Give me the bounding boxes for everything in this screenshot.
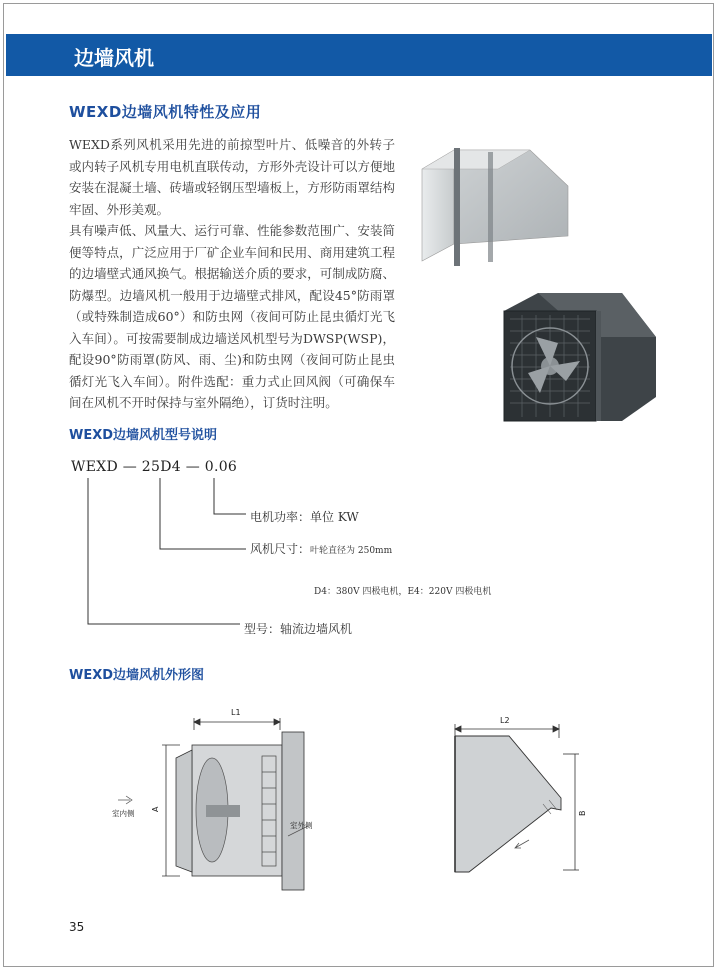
model-code: WEXD — 25D4 — 0.06 (71, 459, 238, 475)
annotation-power: 电机功率：单位 KW (250, 510, 359, 524)
outline-drawing-section (110, 700, 320, 895)
paragraph-intro: WEXD系列风机采用先进的前掠型叶片、低噪音的外转子或内转子风机专用电机直联传动，方形外壳设计可以方便地安装在混凝土墙、砖墙或轻钢压型墙板上，方形防雨罩结构牢固、外形美观。 (69, 137, 395, 217)
annotation-size-detail: 叶轮直径为 250mm (310, 546, 393, 556)
dim-l2-label: L2 (500, 716, 510, 725)
page-number: 35 (69, 920, 85, 934)
annotation-size (250, 540, 392, 557)
dim-l1-label: L1 (231, 708, 241, 717)
annotation-size-label: 风机尺寸： (250, 542, 311, 556)
outdoor-label: 室外侧 (290, 821, 313, 830)
page-title: 边墙风机 (74, 46, 154, 70)
dim-b-label: B (578, 810, 587, 816)
section-heading-outline: WEXD边墙风机外形图 (69, 668, 205, 683)
annotation-motor-note: D4：380V 四极电机，E4：220V 四极电机 (314, 587, 492, 597)
paragraph-applications: 具有噪声低、风量大、运行可靠、性能参数范围广、安装简便等特点，广泛应用于厂矿企业车间和民用、商用建筑工程的边墙壁式通风换气。根据输送介质的要求，可制成防腐、防爆型。边墙风机一般用于边墙壁式排风，配设45°防雨罩（或特殊制造成60°）和防虫网（夜间可防止昆虫循灯光飞入车间）。可按需要制成边墙送风机型号为DWSP(WSP)，配设90°防雨罩(防风、雨、尘)和防虫网（夜间可防止昆虫循灯光飞入车间）。附件选配：重力式止回风阀（可确保车间在风机不开时保持与室外隔绝），订货时注明。 (69, 223, 395, 410)
annotation-type: 型号：轴流边墙风机 (244, 622, 353, 636)
section-heading-model: WEXD边墙风机型号说明 (69, 428, 218, 443)
outline-drawing-hood (445, 712, 595, 888)
indoor-label: 室内侧 (112, 809, 135, 818)
section-heading-features: WEXD边墙风机特性及应用 (69, 103, 262, 121)
dim-a-label: A (151, 806, 160, 812)
